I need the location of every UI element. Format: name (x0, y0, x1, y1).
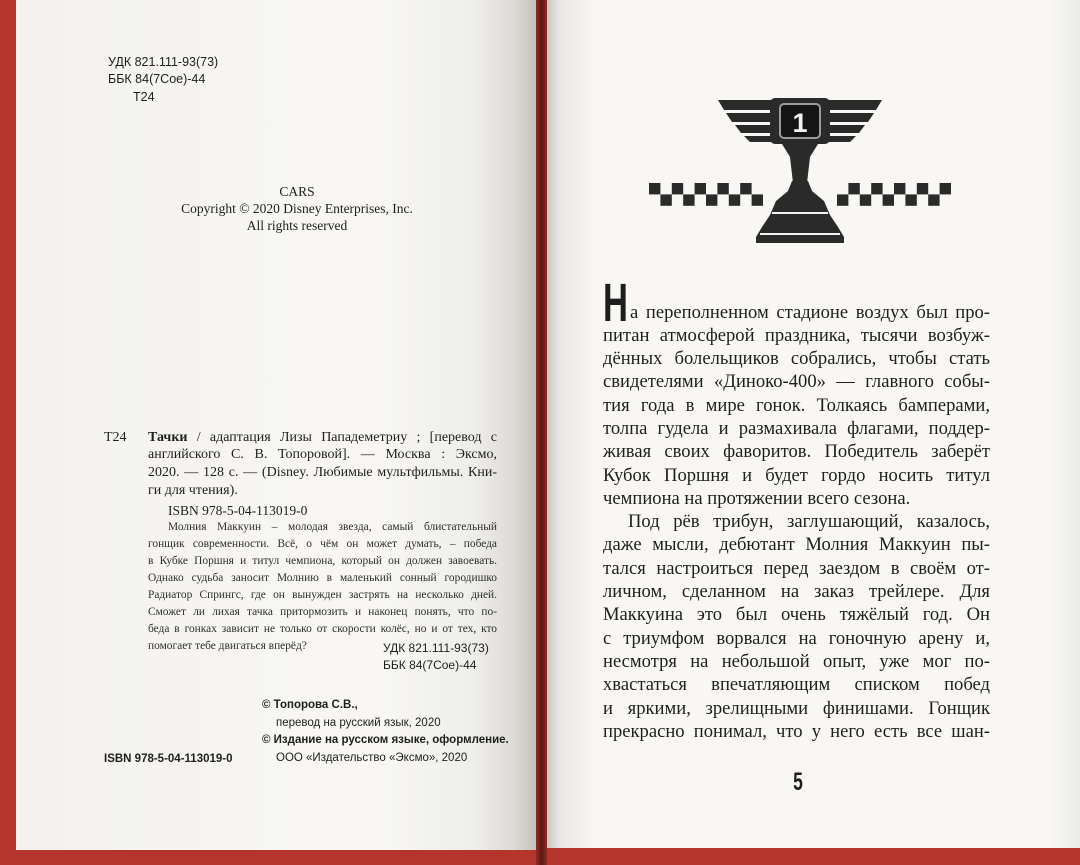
checker-square (717, 183, 728, 194)
checker-square (883, 194, 894, 205)
checker-square (940, 183, 951, 194)
catalog-line: английского С. В. Топоровой]. — Москва : Эксмо, (148, 447, 497, 463)
publisher-copyright: ООО «Издательство «Эксмо», 2020 (276, 751, 468, 764)
paragraph (603, 510, 990, 743)
text-line: а переполненном стадионе воздух был про- (630, 301, 990, 323)
text-line: свидетелями «Диноко-400» — главного собы- (603, 371, 990, 393)
rights-notice (262, 697, 509, 767)
checker-band-right (837, 183, 951, 206)
edition-copyright: © Издание на русском языке, оформление. (262, 734, 509, 747)
text-line: Кубок Поршня и будет гордо носить титул (603, 464, 990, 486)
text-line: прекрасно понимал, что у него есть все шан- (603, 720, 990, 742)
copyright-line: Copyright © 2020 Disney Enterprises, Inc. (181, 200, 413, 216)
right-page (547, 0, 1080, 848)
checker-square (917, 183, 928, 194)
annotation-line: гонщик современности. Всё, о чём он может думать, – победа (148, 537, 497, 550)
catalog-code: Т24 (104, 429, 127, 445)
checker-square (660, 194, 671, 205)
text-line: несмотря на небольшой опыт, уже мог по- (603, 650, 990, 672)
text-line: личном, сделанном на заказ трейлере. Для (603, 581, 990, 603)
drop-cap: Н (603, 273, 628, 333)
wing-feather (828, 113, 874, 122)
checker-square (695, 183, 706, 194)
checker-band-left (649, 183, 763, 206)
text-line: Под рёв трибун, заглушающий, казалось, (628, 511, 990, 533)
udk-code: УДК 821.111-93(73) (108, 54, 219, 69)
classification-codes (108, 54, 218, 107)
annotation-line: беда в гонках зависит не только от скорости колёс, но и от тех, кто (148, 622, 497, 635)
wing-feather (828, 136, 856, 142)
wing-feather (735, 125, 772, 133)
author-mark: Т24 (133, 89, 155, 104)
annotation-line: в Кубке Поршня и титул чемпиона, который он должен завоевать. (148, 554, 497, 567)
text-line: тия года в мире гонок. Толкаясь бамперами, (603, 394, 990, 416)
isbn-bottom: ISBN 978-5-04-113019-0 (104, 752, 233, 765)
text-line: с триумфом ворвался на гоночную арену и, (603, 627, 990, 649)
text-line: живая своих фаворитов. Победитель заберёт (603, 441, 990, 463)
text-line: хвастаться впечатляющим списком побед (603, 674, 990, 696)
checker-square (848, 183, 859, 194)
checker-square (894, 183, 905, 194)
text-line: Маккуина это был очень тяжёлый год. Он (603, 604, 990, 626)
text-line: и яркими, зрелищными финишами. Гонщик (603, 697, 990, 719)
rights-reserved-line: All rights reserved (246, 217, 348, 233)
checker-square (729, 194, 740, 205)
checker-square (905, 194, 916, 205)
catalog-isbn: ISBN 978-5-04-113019-0 (168, 502, 308, 518)
text-line: даже мысли, дебютант Молния Маккуин пы- (603, 534, 990, 556)
catalog-bbk: ББК 84(7Сое)-44 (383, 657, 477, 672)
catalog-classification (383, 640, 489, 674)
checker-square (871, 183, 882, 194)
annotation-line: Сможет ли лихая тачка притормозить и наконец понять, что по- (148, 605, 497, 618)
annotation (148, 519, 497, 655)
checker-square (706, 194, 717, 205)
checker-square (860, 194, 871, 205)
catalog-record (148, 429, 497, 500)
chapter-text (603, 301, 990, 744)
checker-square (740, 183, 751, 194)
left-wing (718, 100, 772, 142)
text-line: тался настроиться перед заездом в своём от- (603, 557, 990, 579)
translation-copyright-detail: перевод на русский язык, 2020 (276, 716, 441, 729)
catalog-line: 2020. — 128 с. — (Disney. Любимые мультфильмы. Кни- (148, 464, 497, 480)
chapter-number: 1 (792, 108, 808, 138)
wing-feather (718, 100, 772, 110)
translation-copyright: © Топорова С.В., (262, 699, 358, 711)
checker-square (928, 194, 939, 205)
catalog-line (148, 429, 497, 447)
checker-square (649, 183, 660, 194)
original-title: CARS (279, 183, 315, 199)
paragraph (603, 301, 990, 511)
text-line: толпа гудела и размахивала флагами, поддер- (603, 417, 990, 439)
book-gutter (536, 0, 547, 865)
book-title: Тачки (148, 429, 188, 445)
wing-feather (828, 125, 865, 133)
text-line: чемпиона на протяжении всего сезона. (603, 487, 911, 509)
catalog-line-text: / адаптация Лизы Пападеметриу ; [перевод с (196, 429, 497, 445)
chapter-emblem (640, 95, 960, 245)
wing-feather (744, 136, 772, 142)
checker-square (683, 194, 694, 205)
left-page (16, 0, 536, 850)
checker-square (837, 194, 848, 205)
checker-square (672, 183, 683, 194)
catalog-line: ги для чтения). (148, 482, 238, 498)
wing-feather (828, 100, 882, 110)
annotation-line: Радиатор Спрингс, где он вынужден застрять на несколько дней. (148, 588, 497, 601)
text-line: дённых болельщиков собрались, чтобы стать (603, 348, 990, 370)
checker-square (752, 194, 763, 205)
right-wing (828, 100, 882, 142)
trophy-stem (782, 144, 818, 183)
annotation-line: Молния Маккуин – молодая звезда, самый блистательный (168, 520, 497, 533)
wing-feather (726, 113, 772, 122)
page-number: 5 (793, 767, 803, 796)
original-title-block (147, 183, 447, 234)
catalog-udk: УДК 821.111-93(73) (383, 640, 489, 655)
annotation-line: помогает тебе двигаться вперёд? (148, 639, 307, 652)
annotation-line: Однако судьба заносит Молнию в маленький сонный городишко (148, 571, 497, 584)
bbk-code: ББК 84(7Сое)-44 (108, 72, 206, 86)
text-line: питан атмосферой праздника, тысячи возбуж- (603, 324, 990, 346)
